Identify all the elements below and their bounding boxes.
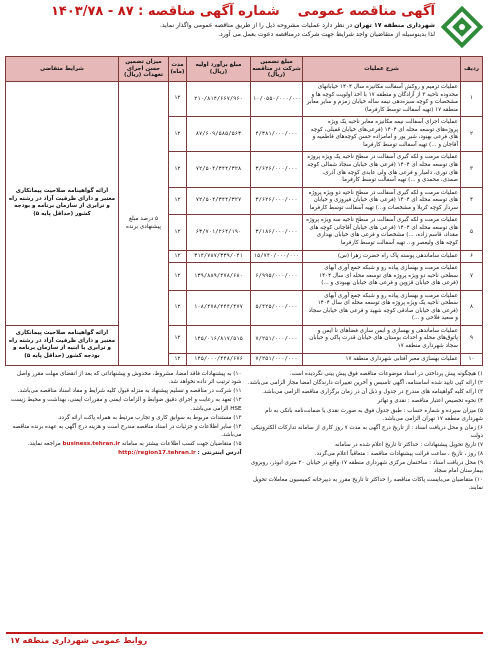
header-title: شرح عملیات <box>303 57 461 82</box>
notice-number: شماره آگهی مناقصه : ۸۷ - ۱۴۰۳/۷۸ <box>50 4 280 19</box>
row-number: ۳ <box>461 152 483 187</box>
note-item: ۶) زمان و محل دریافت اسناد : از تاریخ درج آگهی به مدت ۷ روز کاری از سامانه تدارکات الکترونیکی دولت <box>251 424 483 439</box>
row-guarantee: ۶/۹۹۵/۰۰۰/۰۰۰ <box>251 263 303 291</box>
header-deposit: میزان تضمین حسن اجرای تعهدات (ریال) <box>119 57 169 82</box>
intro-line-1: در نظر دارد عملیات مشروحه ذیل را از طریق مناقصه عمومی واگذار نماید. <box>159 22 355 29</box>
municipality-name: شهرداری منطقه ۱۷ تهران <box>354 22 435 29</box>
row-duration: ۱۲ <box>169 215 187 250</box>
row-duration: ۱۲ <box>169 325 187 353</box>
row-guarantee: ۳/۶۲۶/۰۰۰/۰۰۰ <box>251 152 303 187</box>
notice-title-text: آگهی مناقصه عمومی <box>297 4 435 19</box>
row-number: ۲ <box>461 117 483 152</box>
row-number: ۵ <box>461 215 483 250</box>
row-estimate: ۱۴۵/۰۰۰/۴۴۸/۶۷۶ <box>187 353 251 366</box>
row-number: ۴ <box>461 187 483 215</box>
note-item: ۷) تاریخ تحویل پیشنهادات : حداکثر تا تاریخ اعلام شده در سامانه <box>334 441 483 448</box>
row-description: عملیات بهسازی معبر آفتابی شهرداری منطقه ۱۷ <box>303 353 461 366</box>
row-duration: ۱۲ <box>169 152 187 187</box>
row-duration: ۱۲ <box>169 117 187 152</box>
notes-left-column <box>6 370 242 494</box>
tehran-municipality-logo-icon <box>441 6 483 48</box>
row-guarantee: ۷/۲۵۱/۰۰۰/۰۰۰ <box>251 353 303 366</box>
notice-intro <box>6 22 435 40</box>
note-item: ۱۱) شرکت در مناقصه و تسلیم پیشنهاد به منزله قبول کلیه شرایط و مفاد اسناد مناقصه می‌باشد. <box>17 388 242 395</box>
table-row <box>6 82 483 117</box>
note-item: ۱۰) متقاضیان می‌بایست پاکات مناقصه را حداکثر تا تاریخ مقرر به دبیرخانه کمیسیون معاملات تحویل نمایند. <box>252 477 483 492</box>
website-label: آدرس اینترنتی : <box>197 450 242 457</box>
row-guarantee: ۱۵/۷۴۰/۰۰۰/۰۰۰ <box>251 250 303 263</box>
row-guarantee: ۳/۶۲۶/۰۰۰/۰۰۰ <box>251 187 303 215</box>
deposit-cell: ۵ درصد مبلغ پیشنهادی برنده <box>119 82 169 366</box>
row-description: عملیات مرمت و لکه گیری آسفالت در سطح ناحیه دو ویژه پروژه های توسعه محله ای ۱۴۰۴ (فرعی های خیابان فیروزی و خیابان سردار کوچه کربلا و مشخصات و...) تهیه آسفالت توسط کارفرما <box>303 187 461 215</box>
row-duration: ۱۲ <box>169 290 187 325</box>
row-estimate: ۲۱۰/۸۱۴/۶۶۷/۹۶۰ <box>187 82 251 117</box>
note-text: مراجعه نمایند. <box>27 440 61 447</box>
row-duration: ۱۲ <box>169 353 187 366</box>
row-guarantee: ۷/۲۵۱/۰۰۰/۰۰۰ <box>251 325 303 353</box>
row-guarantee: ۱۰/۰۵۵۰/۰۰۰/۰۰۰ <box>251 82 303 117</box>
note-item: ۹) محل دریافت اسناد : ساختمان مرکزی شهرداری منطقه ۱۷ واقع در خیابان ۲۰ متری ابوذر، روبروی بیمارستان امام سجاد <box>250 460 483 475</box>
note-item: ۱۴) سایر اطلاعات و جزئیات در اسناد مناقصه مندرج است و هزینه درج آگهی به عهده برنده مناقصه می‌باشد. <box>12 423 242 438</box>
row-description: عملیات مرمت و بهسازی پیاده رو و شبکه جمع آوری آبهای سطحی ناحیه دو ویژه پروژه های توسعه محله ای سال ۱۴۰۴ (فرعی های خیابان قزوین و فرعی های خیابان بهبودی و ...) <box>303 263 461 291</box>
row-estimate: ۱۴۵/۰۱۶/۸۱۷/۵۱۵ <box>187 325 251 353</box>
row-description: عملیات اجرای آسفالت نیمه مکانیزه معابر ناحیه یک ویژه پروژه‌های توسعه محله ای ۱۴۰۴ (فرعی‌های خیابان قفیلی، کوچه های فرعی بهبود، شیر پور و امامزاده حسن کوچه‌های فاطمیه و آقاجان و ...) تهیه آسفالت توسط کارفرما <box>303 117 461 152</box>
row-description: عملیات ساماندهی پوسته پاک راه حضرت زهرا (س) <box>303 250 461 263</box>
row-guarantee: ۵/۴۲۵/۰۰۰/۰۰۰ <box>251 290 303 325</box>
notice-title <box>51 4 435 19</box>
notes-section <box>6 370 483 494</box>
row-duration: ۱۲ <box>169 250 187 263</box>
row-duration: ۱۲ <box>169 263 187 291</box>
table-header-row <box>6 57 483 82</box>
notice-footer <box>6 632 483 648</box>
table-row <box>6 325 483 353</box>
note-item: ۸) روز ، تاریخ ، ساعت قرائت پیشنهادات مناقصه : متعاقباً اعلام می‌گردد. <box>314 451 483 458</box>
row-estimate: ۱۳۹/۸۸۹/۴۷۸/۶۸۰ <box>187 263 251 291</box>
row-estimate: ۷۲/۵۰۴/۳۴۴/۳۲۷ <box>187 187 251 215</box>
row-estimate: ۸۷/۶۰۹/۵۸۵/۵۶۳ <box>187 117 251 152</box>
header-conditions: شرایط متقاضی <box>6 57 119 82</box>
tender-table <box>5 56 483 366</box>
conditions-group-1: ارائه گواهینامه صلاحیت پیمانکاری معتبر و دارای ظرفیت آزاد در رشته راه و ترابری از سازمان برنامه و بودجه کشور (حداقل پایه ۵) <box>6 82 119 326</box>
row-number: ۹ <box>461 325 483 353</box>
header-duration: مدت (ماه) <box>169 57 187 82</box>
public-relations-signature: روابط عمومی شهرداری منطقه ۱۷ <box>10 636 148 645</box>
row-number: ۸ <box>461 290 483 325</box>
header-row-number: ردیف <box>461 57 483 82</box>
row-guarantee: ۳/۱۸۶/۰۰۰/۰۰۰ <box>251 215 303 250</box>
header-guarantee: مبلغ تضمین شرکت در مناقصه (ریال) <box>251 57 303 82</box>
conditions-group-2: ارائه گواهینامه صلاحیت پیمانکاری معتبر و دارای ظرفیت آزاد در رشته راه و ترابری یا ابنیه از سازمان برنامه و بودجه کشور (حداقل پایه ۵) <box>6 325 119 365</box>
note-item: ۱۲) تعهد به رعایت و اجرای دقیق ضوابط و الزامات ایمنی و مقررات ایمنی، بهداشت و محیط زیست HSE الزامی می‌باشد. <box>10 397 242 412</box>
row-estimate: ۶۳/۷۰۱/۲۶۴/۱۹۰ <box>187 215 251 250</box>
note-item: ۳) ارائه کلیه گواهینامه های مندرج در جدول و ذیل آن در زمان برگزاری مناقصه الزامی می‌باشد. <box>262 389 483 396</box>
note-item: ۵) میزان سپرده و شماره حساب : طبق جدول فوق به صورت نقدی یا ضمانت‌نامه بانکی به نام شهرداری منطقه ۱۷ تهران الزامی می‌باشد. <box>265 407 483 422</box>
row-number: ۱ <box>461 82 483 117</box>
row-description: عملیات ساماندهی و بهسازی و ایمن سازی فضاهای نا ایمن و پاتوق‌های محله و احداث بوستان های خیابان قدرت پاکی و حیابان سجاد شهرداری منطقه ۱۷ <box>303 325 461 353</box>
note-item <box>6 440 242 448</box>
row-estimate: ۱۰۸/۴۷۸/۴۴۴/۴۷۷ <box>187 290 251 325</box>
row-number: ۱۰ <box>461 353 483 366</box>
note-item <box>6 449 242 457</box>
business-site-link[interactable]: business.tehran.ir <box>62 440 121 447</box>
notes-right-column <box>248 370 484 494</box>
row-estimate: ۳۱۴/۷۸۷/۳۳۹/۰۴۱ <box>187 250 251 263</box>
notice-header <box>6 4 483 56</box>
row-description: عملیات مرمت و لکه گیری آسفالت در سطح ناحیه یک ویژه پروژه های توسعه محله ای ۱۴۰۴ (فرعی های خیابان سجاد شمالی کوچه های نوری، دامیار و فرعی های ولی عابدی کوچه های آذری، صمدی، محمدی و ...) تهیه آسفالت توسط کارفرما <box>303 152 461 187</box>
header-estimate: مبلغ برآورد اولیه (ریال) <box>187 57 251 82</box>
row-duration: ۱۲ <box>169 82 187 117</box>
row-estimate: ۷۲/۵۰۴/۳۴۴/۳۲۸ <box>187 152 251 187</box>
row-description: عملیات مرمت و بهسازی پیاده رو و شبکه جمع آوری آبهای سطحی ناحیه یک ویژه پروژه های توسعه محله ای سال ۱۴۰۴ (فرعی های خیابان صادقی کوچه شهید و فرعی های خیابان سجاد و سعید فلاحی و ...) <box>303 290 461 325</box>
row-duration: ۱۲ <box>169 187 187 215</box>
row-description: عملیات ترمیم و روکش آسفالت مکانیزه سال ۱۴۰۴ خیابانهای محدوده ناحیه ۳ از آزادگان و منطقه ۱۷ با اخذ اولویت کوچه ها و مشخصات و کوچه سبزه‌دهی نیمه ساله خیابان زمزم و سایر معابر منطقه ۱۷ (تهیه آسفالت توسط کارفرما) <box>303 82 461 117</box>
row-description: عملیات مرمت و لکه گیری آسفالت در سطح ناحیه سه ویژه پروژه های توسعه محله ای ۱۴۰۴ (فرعی های خیابان آقاجانی کوچه های مقداد، قاسم زاده، ...) مشخصات و فرعی های خیابان بهداری کوچه های ولیعصر و... تهیه آسفالت توسط کارفرما <box>303 215 461 250</box>
note-item: ۱۳) مستندات مربوط به سوابق کاری و تجارب مرتبط به همراه پاکت ارائه گردد. <box>57 414 242 421</box>
note-text: ۱۵) متقاضیان جهت کسب اطلاعات بیشتر به سامانه <box>121 440 242 447</box>
note-item: ۱۰) به پیشنهادات فاقد امضا، مشروط، مخدوش و پیشنهاداتی که بعد از انقضای مهلت مقرر واصل شود ترتیب اثر داده نخواهد شد. <box>16 371 242 386</box>
note-item: ۲) ارائه کپی تایید شده اساسنامه، آگهی تاسیس و آخرین تغییرات دارندگان امضا مجاز الزامی می‌باشد. <box>247 380 483 387</box>
row-number: ۶ <box>461 250 483 263</box>
intro-line-2: لذا بدینوسیله از متقاضیان واجد شرایط جهت شرکت درمناقصه دعوت بعمل می آورد. <box>218 30 435 38</box>
note-item: ۴) نحوه تخصیص اعتبار مناقصه : نقدی و تهاتر <box>377 398 483 405</box>
region17-website-link[interactable]: http://region17.tehran.ir <box>118 450 196 457</box>
row-number: ۷ <box>461 263 483 291</box>
note-item: ۱) هیچگونه پیش پرداختی در اسناد موضوعات مناقصه فوق پیش بینی نگردیده است. <box>289 371 483 378</box>
row-guarantee: ۴/۳۸۱/۰۰۰/۰۰۰ <box>251 117 303 152</box>
